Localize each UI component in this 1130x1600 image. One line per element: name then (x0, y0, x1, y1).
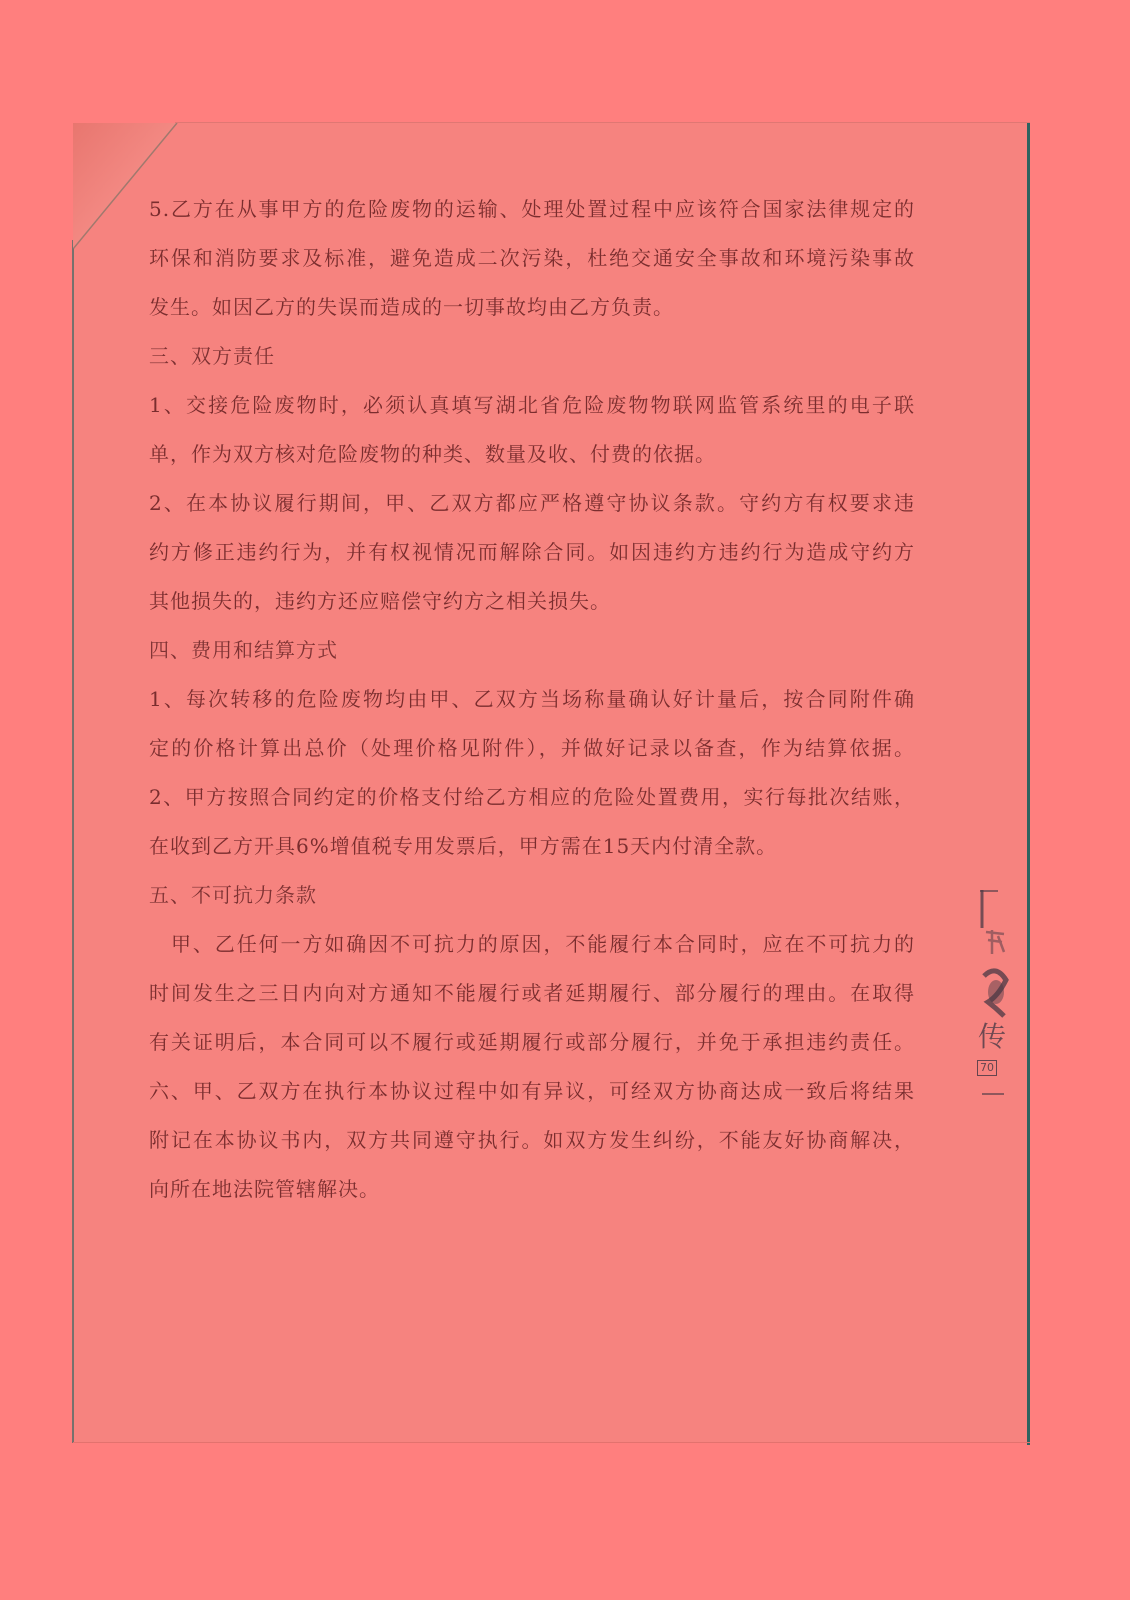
section-heading-responsibilities: 三、双方责任 (149, 344, 275, 368)
force-majeure-line-2: 时间发生之三日内向对方通知不能履行或者延期履行、部分履行的理由。在取得 (149, 981, 915, 1005)
clause-5-line-2: 环保和消防要求及标准，避免造成二次污染，杜绝交通安全事故和环境污染事故 (149, 246, 915, 270)
clause-5-line-1: 5.乙方在从事甲方的危险废物的运输、处理处置过程中应该符合国家法律规定的 (149, 197, 915, 221)
seam-stamp-marks (974, 884, 1018, 1114)
responsibility-1-line-1: 1、交接危险废物时，必须认真填写湖北省危险废物物联网监管系统里的电子联 (149, 393, 915, 417)
seam-stamp (974, 884, 1018, 1114)
page-left-edge (72, 240, 74, 1443)
responsibility-2-line-2: 约方修正违约行为，并有权视情况而解除合同。如因违约方违约行为造成守约方 (149, 540, 915, 564)
page-right-edge (1027, 123, 1030, 1445)
responsibility-2-line-1: 2、在本协议履行期间，甲、乙双方都应严格遵守协议条款。守约方有权要求违 (149, 491, 915, 515)
force-majeure-line-1: 甲、乙任何一方如确因不可抗力的原因，不能履行本合同时，应在不可抗力的 (171, 932, 915, 956)
fees-2-line-2: 在收到乙方开具6%增值税专用发票后，甲方需在15天内付清全款。 (149, 834, 778, 858)
fees-2-line-1: 2、甲方按照合同约定的价格支付给乙方相应的危险处置费用，实行每批次结账， (149, 785, 915, 809)
section-6-line-1: 六、甲、乙双方在执行本协议过程中如有异议，可经双方协商达成一致后将结果 (149, 1079, 915, 1103)
responsibility-2-line-3: 其他损失的，违约方还应赔偿守约方之相关损失。 (149, 589, 611, 613)
stamp-character: 传 (978, 1020, 1007, 1053)
stamp-number: 70 (977, 1060, 997, 1076)
document-body (149, 185, 915, 1214)
section-6-line-3: 向所在地法院管辖解决。 (149, 1177, 380, 1201)
page-top-edge (175, 122, 1030, 123)
section-heading-force-majeure: 五、不可抗力条款 (149, 883, 317, 907)
fees-1-line-2: 定的价格计算出总价（处理价格见附件），并做好记录以备查，作为结算依据。 (149, 736, 915, 760)
page-bottom-edge (73, 1442, 1030, 1443)
clause-5-line-3: 发生。如因乙方的失误而造成的一切事故均由乙方负责。 (149, 295, 674, 319)
fees-1-line-1: 1、每次转移的危险废物均由甲、乙双方当场称量确认好计量后，按合同附件确 (149, 687, 915, 711)
responsibility-1-line-2: 单，作为双方核对危险废物的种类、数量及收、付费的依据。 (149, 442, 716, 466)
force-majeure-line-3: 有关证明后，本合同可以不履行或延期履行或部分履行，并免于承担违约责任。 (149, 1030, 915, 1054)
section-6-line-2: 附记在本协议书内，双方共同遵守执行。如双方发生纠纷，不能友好协商解决， (149, 1128, 915, 1152)
section-heading-fees: 四、费用和结算方式 (149, 638, 338, 662)
